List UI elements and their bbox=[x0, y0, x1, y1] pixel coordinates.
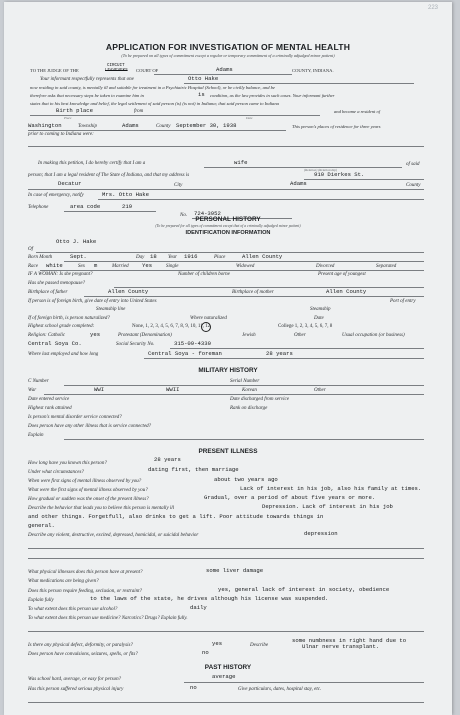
date-value: September 30, 1938 bbox=[176, 122, 237, 129]
court-of-label: COURT OF bbox=[136, 68, 159, 73]
catholic: yes bbox=[90, 331, 101, 338]
certify-line-2: person; that I am a legal resident of The State of Indiana, and that my address is bbox=[28, 173, 190, 178]
father-birthplace: Allen County bbox=[108, 288, 149, 295]
city: Decatur bbox=[58, 180, 82, 187]
born-place: Allen County bbox=[242, 253, 283, 260]
emergency-label: In case of emergency, notify bbox=[28, 193, 84, 198]
caption-date: Date bbox=[246, 116, 253, 120]
divorced-label: Divorced bbox=[316, 264, 335, 269]
present-illness-title: PRESENT ILLNESS bbox=[198, 448, 258, 455]
ww2: WWII bbox=[166, 386, 180, 393]
steamship-line: Steamship line bbox=[96, 307, 126, 312]
form-sheet bbox=[4, 2, 452, 715]
personal-history-subtitle: (To be prepared for all types of commitment except that of a criminally adjudged minor patient) bbox=[155, 224, 301, 228]
deformity-label: Is there any physical defect, deformity, or paralysis? bbox=[28, 643, 133, 648]
intro-line-2: now residing in said county, is mentally ill and suitable for treatment in a Psychiatric Hospital (School), or be civilly balance, and be bbox=[30, 85, 276, 90]
to-judge-label: TO THE JUDGE OF THE bbox=[30, 68, 79, 73]
identification-title: IDENTIFICATION INFORMATION bbox=[185, 230, 271, 236]
residence-label: This person's places of residence for three years bbox=[292, 124, 381, 129]
mother-birthplace: Allen County bbox=[326, 288, 367, 295]
foreign-entry: If person is of foreign birth, give date of entry into United States bbox=[28, 299, 157, 304]
what-signs: Lack of interest in his job, also his family at times. bbox=[240, 485, 422, 492]
intro-in-value: is bbox=[198, 91, 205, 98]
what-signs-label: What were the first signs of mental illness observed by you? bbox=[28, 488, 148, 493]
deformity: yes bbox=[212, 640, 223, 647]
intro-represents: Your informant respectfully represents that one bbox=[40, 77, 134, 82]
certify-county: Adams bbox=[290, 180, 307, 187]
physical-label: What physical illnesses does this person have at present? bbox=[28, 570, 143, 575]
violent-label: Describe any violent, destructive, excited, depressed, homicidal, or suicidal behavior bbox=[28, 533, 199, 538]
serial-number: Serial Number bbox=[230, 379, 260, 384]
widowed-label: Widowed bbox=[236, 264, 255, 269]
school: average bbox=[212, 673, 236, 680]
seclusion: yes, general lack of interest in society, obedience bbox=[218, 586, 390, 593]
protestant: Protestant (Denomination) bbox=[118, 333, 172, 338]
where-naturalized: Where naturalized bbox=[190, 316, 227, 321]
county-label: County bbox=[156, 124, 171, 129]
ssn: 315-09-4330 bbox=[174, 340, 211, 347]
place-label: Place bbox=[214, 255, 226, 260]
rank-discharge: Rank on discharge bbox=[230, 406, 268, 411]
first-signs: about two years ago bbox=[214, 476, 278, 483]
religion-other: Other bbox=[294, 333, 306, 338]
college: College 1, 2, 3, 4, 5, 6, 7, 8 bbox=[278, 324, 333, 329]
injury: no bbox=[190, 684, 197, 691]
birth-place: Birth place bbox=[56, 107, 93, 114]
race-label: Race bbox=[28, 264, 38, 269]
alcohol: daily bbox=[190, 604, 207, 611]
describe-1: some numbness in right hand due to bbox=[292, 637, 407, 644]
emergency-name: Mrs. Otto Hake bbox=[102, 191, 149, 198]
onset-label: How gradual or sudden was the onset of the present illness? bbox=[28, 497, 149, 502]
behavior-1: Depression. Lack of interest in his job bbox=[262, 503, 393, 510]
woman-pregnant: IF A WOMAN: Is she pregnant? bbox=[28, 272, 93, 277]
behavior-label: Describe the behavior that leads you to believe this person is mentally ill bbox=[28, 506, 175, 511]
grade-circle bbox=[201, 322, 211, 332]
steamship: Steamship bbox=[310, 307, 331, 312]
county-state: COUNTY, INDIANA. bbox=[292, 68, 334, 73]
mother-label: Birthplace of mother bbox=[232, 290, 274, 295]
explain: to the laws of the state, he drives although his license was suspended. bbox=[90, 595, 329, 602]
born-year: 1916 bbox=[184, 253, 198, 260]
naturalized-date: Date bbox=[314, 316, 324, 321]
page-number: 223 bbox=[427, 5, 438, 11]
last-employed: Central Soya - foreman bbox=[148, 350, 222, 357]
intro-line-4: states that to his best knowledge and belief, the legal settlement of said person (is) (is not) in Indiana; that said person came to Indiana bbox=[30, 101, 279, 106]
county-name: Adams bbox=[216, 66, 233, 73]
behavior-2: and other things. Forgetfull, also drinks to get a lift. Poor attitude towards things in bbox=[28, 513, 324, 520]
injury-label: Has this person suffered serious physical injury bbox=[28, 687, 124, 692]
phone-no: 724-3952 bbox=[194, 210, 221, 217]
military-explain: Explain bbox=[28, 433, 44, 438]
city-label: City bbox=[174, 183, 183, 188]
particulars-label: Give particulars, dates, hospital stay, etc. bbox=[238, 687, 322, 692]
relation-caption: (Relation) (Relationship) bbox=[304, 168, 338, 172]
area-code-label: area code bbox=[70, 203, 101, 210]
phone-no-label: No. bbox=[180, 213, 188, 218]
naturalized-label: If of foreign birth, is person naturalized? bbox=[28, 316, 110, 321]
religion-label: Religion: Catholic bbox=[28, 333, 66, 338]
war-label: War bbox=[28, 388, 37, 393]
born-month-label: Born Month bbox=[28, 255, 53, 260]
township-label: Township bbox=[78, 124, 97, 129]
grade-label: Highest school grade completed: bbox=[28, 324, 95, 329]
ssn-label: Social Security No. bbox=[116, 342, 155, 347]
children-label: Number of children borne bbox=[178, 272, 230, 277]
physical: some liver damage bbox=[206, 567, 264, 574]
employer: Central Soya Co. bbox=[28, 340, 82, 347]
onset: Gradual, over a period of about five years or more. bbox=[204, 494, 376, 501]
intro-line-3: therefore asks that necessary steps be taken to examine him in bbox=[30, 93, 144, 98]
behavior-3: general. bbox=[28, 522, 55, 529]
last-years: 28 years bbox=[266, 350, 293, 357]
court-type: CIRCUIT bbox=[107, 64, 125, 68]
telephone-label: Telephone bbox=[28, 205, 49, 210]
port-entry: Port of entry bbox=[390, 299, 416, 304]
jewish: Jewish bbox=[242, 333, 256, 338]
narcotic-label: To what extent does this person use medicine? Narcotics? Drugs? Explain fully. bbox=[28, 616, 188, 621]
caption-place: Place bbox=[64, 116, 72, 120]
medications-label: What medications are being given? bbox=[28, 579, 99, 584]
circumstances: dating first, then marriage bbox=[148, 466, 239, 473]
from-label: from bbox=[134, 109, 144, 114]
township-name: Washington bbox=[28, 122, 62, 129]
born-day: 18 bbox=[150, 253, 157, 260]
alcohol-label: To what extent does this person use alcohol? bbox=[28, 607, 118, 612]
date-entered: Date entered service bbox=[28, 397, 70, 402]
grades: None, 1, 2, 3, 4, 5, 6, 7, 8, 9, 10, 11, 12 bbox=[132, 324, 211, 329]
military-title: MILITARY HISTORY bbox=[198, 367, 258, 374]
personal-history-title: PERSONAL HISTORY bbox=[195, 216, 261, 223]
person-name: Otto J. Hake bbox=[56, 238, 97, 245]
court-type-struck: LEAVEVEKS bbox=[105, 69, 128, 73]
married: Yes bbox=[142, 262, 153, 269]
separated-label: Separated bbox=[376, 264, 397, 269]
prior-label: prior to coming to Indiana were: bbox=[28, 132, 94, 137]
other-illness: Does person have any other illness that is service connected? bbox=[28, 424, 152, 429]
sex-label: Sex bbox=[78, 264, 85, 269]
describe-label: Describe bbox=[250, 643, 269, 648]
day-label: Day bbox=[136, 255, 145, 260]
violent: depression bbox=[304, 530, 338, 537]
seclusion-label: Does this person require feeding, seclusion, or restraint? bbox=[28, 589, 143, 594]
c-number: C Number bbox=[28, 379, 49, 384]
address: 910 Dierkes St. bbox=[314, 171, 365, 178]
school-label: Was school hard, average, or easy for person? bbox=[28, 677, 122, 682]
korean: Korean bbox=[242, 388, 257, 393]
became-resident: and became a resident of bbox=[334, 109, 381, 114]
first-signs-label: When were first signs of mental illness observed by you? bbox=[28, 479, 142, 484]
ww1: WWI bbox=[94, 386, 105, 393]
relation: wife bbox=[234, 159, 248, 166]
race: white bbox=[46, 262, 63, 269]
of-label: Of bbox=[28, 247, 33, 252]
service-connected: Is person's mental disorder service connected? bbox=[28, 415, 122, 420]
certify-line-1: In making this petition, I do hereby certify that I am a bbox=[38, 161, 146, 166]
youngest-label: Present age of youngest bbox=[318, 272, 366, 277]
certify-county-label: County bbox=[406, 183, 421, 188]
area-code-value: 219 bbox=[122, 203, 133, 210]
sex: m bbox=[94, 262, 98, 269]
convulsions-label: Does person have convulsions, seizures, spells, or fits? bbox=[28, 652, 138, 657]
form-subtitle: (To be prepared on all types of commitment except a regular or temporary commitment of a criminally adjudged minor patient) bbox=[121, 53, 335, 58]
highest-rank: Highest rank attained bbox=[28, 406, 72, 411]
last-employed-label: Where last employed and how long bbox=[28, 352, 99, 357]
single-label: Single bbox=[166, 264, 179, 269]
circumstances-label: Under what circumstances? bbox=[28, 470, 84, 475]
known-value: 28 years bbox=[154, 456, 181, 463]
date-discharged: Date discharged from service bbox=[230, 397, 289, 402]
known-label: How long have you known this person? bbox=[28, 461, 107, 466]
of-said: of said bbox=[406, 162, 420, 167]
convulsions: no bbox=[202, 649, 209, 656]
form-title: APPLICATION FOR INVESTIGATION OF MENTAL HEALTH bbox=[105, 42, 351, 52]
intro-line-3b: condition, as the law provides in such cases. Your informant further bbox=[210, 93, 335, 98]
explain-label: Explain fully bbox=[28, 598, 54, 603]
past-history-title: PAST HISTORY bbox=[204, 664, 252, 671]
married-label: Married bbox=[112, 264, 129, 269]
usual-occupation: Usual occupation (or business) bbox=[342, 333, 405, 338]
describe-2: Ulnar nerve transplant. bbox=[302, 643, 380, 650]
born-month: Sept. bbox=[70, 253, 87, 260]
father-label: Birthplace of father bbox=[28, 290, 68, 295]
menopause-label: Has she passed menopause? bbox=[28, 281, 86, 286]
patient-name: Otto Hake bbox=[188, 75, 219, 82]
county-2: Adams bbox=[122, 122, 139, 129]
year-label: Year bbox=[168, 255, 177, 260]
military-other: Other bbox=[314, 388, 326, 393]
